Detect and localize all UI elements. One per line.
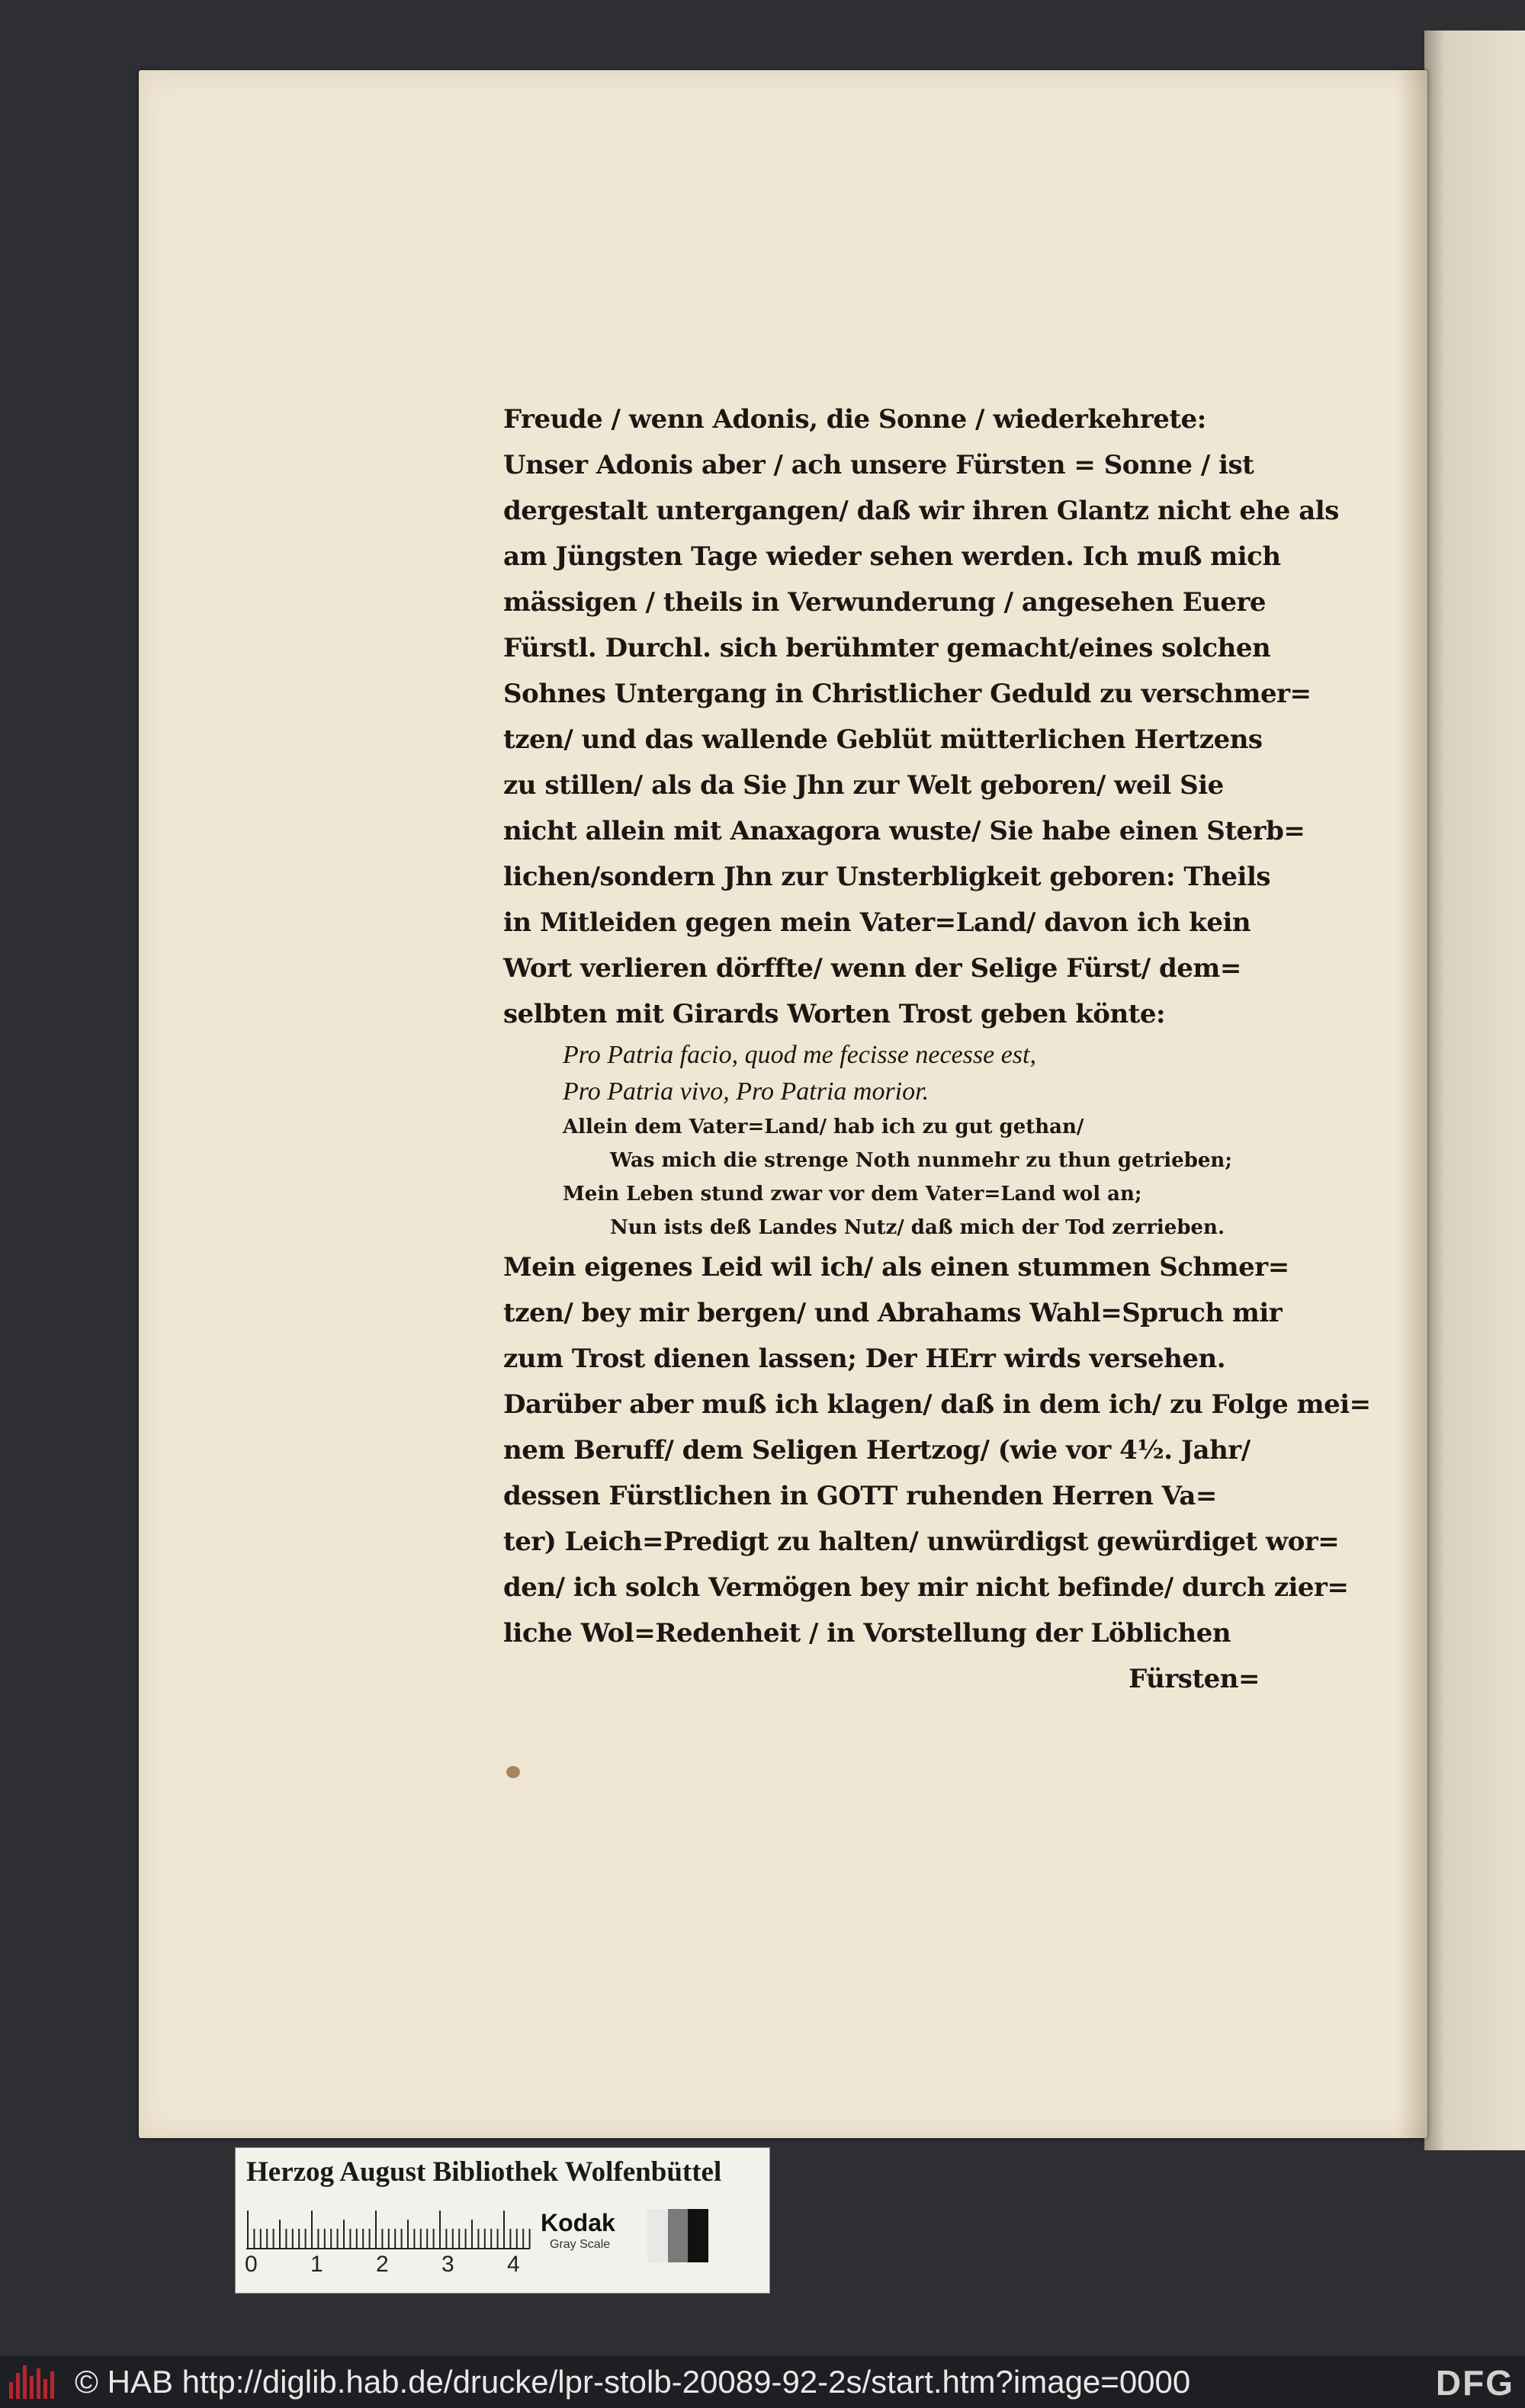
verse-line: Mein Leben stund zwar vor dem Vater=Land wol an; — [563, 1183, 1142, 1206]
text-line: lichen/sondern Jhn zur Unsterbligkeit geboren: Theils — [503, 862, 1271, 892]
gray-patch — [647, 2209, 668, 2262]
verse-line: Allein dem Vater=Land/ hab ich zu gut gethan/ — [563, 1116, 1084, 1138]
text-line: liche Wol=Redenheit / in Vorstellung der Löblichen — [503, 1618, 1231, 1649]
text-line: den/ ich solch Vermögen bey mir nicht befinde/ durch zier= — [503, 1572, 1349, 1603]
ruler-number: 4 — [507, 2252, 520, 2277]
ink-stain — [506, 1766, 520, 1778]
text-line: zu stillen/ als da Sie Jhn zur Welt geboren/ weil Sie — [503, 770, 1224, 801]
text-line: Unser Adonis aber / ach unsere Fürsten = Sonne / ist — [503, 450, 1254, 480]
viewer-footer — [0, 2356, 1525, 2408]
kodak-brand: Kodak — [541, 2209, 615, 2236]
text-line: tzen/ bey mir bergen/ und Abrahams Wahl=Spruch mir — [503, 1298, 1283, 1328]
page-text — [503, 397, 1371, 1702]
gray-patch — [688, 2209, 708, 2262]
text-line: mässigen / theils in Verwunderung / angesehen Euere — [503, 587, 1267, 618]
text-line: Fürstl. Durchl. sich berühmter gemacht/eines solchen — [503, 633, 1271, 663]
text-line: ter) Leich=Predigt zu halten/ unwürdigst gewürdiget wor= — [503, 1527, 1340, 1557]
text-line: tzen/ und das wallende Geblüt mütterlichen Hertzens — [503, 724, 1263, 755]
hab-logo-icon — [9, 2365, 63, 2399]
kodak-subtitle: Gray Scale — [550, 2238, 611, 2251]
text-line: Mein eigenes Leid wil ich/ als einen stummen Schmer= — [503, 1252, 1289, 1283]
spine-shadow — [1397, 70, 1427, 2138]
text-line: in Mitleiden gegen mein Vater=Land/ davon ich kein — [503, 907, 1251, 938]
ruler-number: 1 — [310, 2252, 323, 2277]
text-line: Sohnes Untergang in Christlicher Geduld zu verschmer= — [503, 679, 1312, 709]
text-line: dergestalt untergangen/ daß wir ihren Glantz nicht ehe als — [503, 496, 1339, 526]
text-line: am Jüngsten Tage wieder sehen werden. Ich muß mich — [503, 541, 1281, 572]
ruler-number: 2 — [376, 2252, 389, 2277]
footer-url[interactable]: © HAB http://diglib.hab.de/drucke/lpr-stolb-20089-92-2s/start.htm?image=0000 — [75, 2364, 1191, 2400]
scale-ruler — [246, 2207, 530, 2250]
text-line: Wort verlieren dörffte/ wenn der Selige Fürst/ dem= — [503, 953, 1241, 984]
catchword: Fürsten= — [1128, 1664, 1260, 1694]
latin-quote-line: Pro Patria facio, quod me fecisse necesse est, — [563, 1041, 1036, 1069]
ruler-numbers — [245, 2252, 550, 2282]
ruler-number: 0 — [245, 2252, 258, 2277]
verse-line: Nun ists deß Landes Nutz/ daß mich der Tod zerrieben. — [610, 1216, 1225, 1239]
gray-patch — [668, 2209, 689, 2262]
text-line: nicht allein mit Anaxagora wuste/ Sie habe einen Sterb= — [503, 816, 1305, 846]
library-name: Herzog August Bibliothek Wolfenbüttel — [246, 2156, 722, 2188]
facing-page-edge — [1424, 31, 1525, 2150]
gray-scale-patches — [647, 2209, 708, 2262]
text-line: nem Beruff/ dem Seligen Hertzog/ (wie vor 4½. Jahr/ — [503, 1435, 1250, 1466]
text-line: Freude / wenn Adonis, die Sonne / wiederkehrete: — [503, 404, 1206, 435]
verse-line: Was mich die strenge Noth nunmehr zu thun getrieben; — [610, 1149, 1232, 1172]
ruler-number: 3 — [441, 2252, 454, 2277]
library-color-card — [235, 2147, 770, 2294]
latin-quote-line: Pro Patria vivo, Pro Patria morior. — [563, 1077, 929, 1106]
dfg-logo: DFG — [1435, 2363, 1514, 2403]
text-line: dessen Fürstlichen in GOTT ruhenden Herren Va= — [503, 1481, 1217, 1511]
text-line: zum Trost dienen lassen; Der HErr wirds versehen. — [503, 1344, 1226, 1374]
text-line: Darüber aber muß ich klagen/ daß in dem ich/ zu Folge mei= — [503, 1389, 1371, 1420]
text-line: selbten mit Girards Worten Trost geben könte: — [503, 999, 1166, 1029]
